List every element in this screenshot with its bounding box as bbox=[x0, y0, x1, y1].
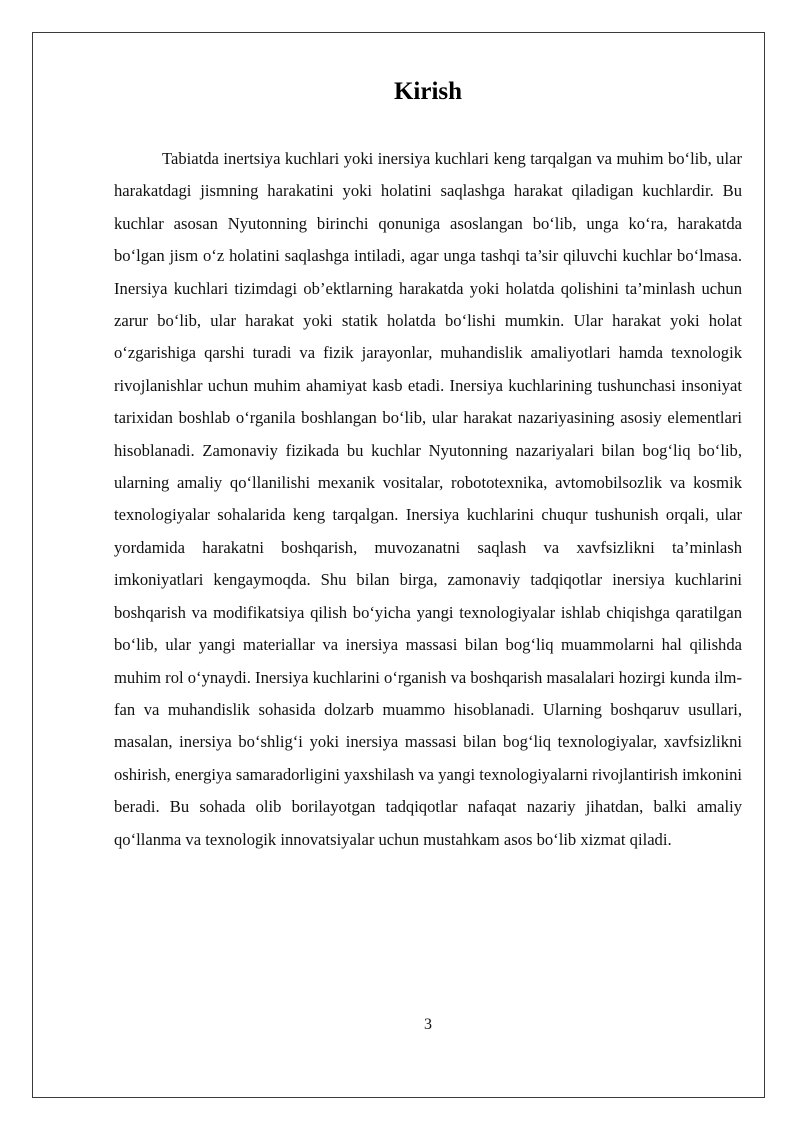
page-number: 3 bbox=[424, 1016, 432, 1033]
section-heading: Kirish bbox=[393, 78, 463, 105]
body-paragraph: Tabiatda inertsiya kuchlari yoki inersiya kuchlari keng tarqalgan va muhim bo‘lib, ular harakatdagi jismning harakatini yoki holatini saqlashga harakat qiladigan kuchlardir. Bu kuchlar asosan Nyutonning birinchi qonuniga asoslangan bo‘lib, unga ko‘ra, harakatda bo‘lgan jism o‘z holatini saqlashga intiladi, agar unga tashqi ta’sir qiluvchi kuchlar bo‘lmasa. Inersiya kuchlari tizimdagi ob’ektlarning harakatda yoki holatda qolishini ta’minlash uchun zarur bo‘lib, ular harakat yoki statik holatda bo‘lishi mumkin. Ular harakat yoki holat o‘zgarishiga qarshi turadi va fizik jarayonlar, muhandislik amaliyotlari hamda texnologik rivojlanishlar uchun muhim ahamiyat kasb etadi. Inersiya kuchlarining tushunchasi insoniyat tarixidan boshlab o‘rganila boshlangan bo‘lib, ular harakat nazariyasining asosiy elementlari hisoblanadi. Zamonaviy fizikada bu kuchlar Nyutonning nazariyalari bilan bog‘liq bo‘lib, ularning amaliy qo‘llanilishi mexanik vositalar, robototexnika, avtomobilsozlik va kosmik texnologiyalar sohalarida keng tarqalgan. Inersiya kuchlarini chuqur tushunish orqali, ular yordamida harakatni boshqarish, muvozanatni saqlash va xavfsizlikni ta’minlash imkoniyatlari kengaymoqda. Shu bilan birga, zamonaviy tadqiqotlar inersiya kuchlarini boshqarish va modifikatsiya qilish bo‘yicha yangi texnologiyalar ishlab chiqishga qaratilgan bo‘lib, ular yangi materiallar va inersiya massasi bilan bog‘liq muammolarni hal qilishda muhim rol o‘ynaydi. Inersiya kuchlarini o‘rganish va boshqarish masalalari hozirgi kunda ilm-fan va muhandislik sohasida dolzarb muammo hisoblanadi. Ularning boshqaruv usullari, masalan, inersiya bo‘shlig‘i yoki inersiya massasi bilan bog‘liq texnologiyalar, xavfsizlikni oshirish, energiya samaradorligini yaxshilash va yangi texnologiyalarni rivojlantirish imkonini beradi. Bu sohada olib borilayotgan tadqiqotlar nafaqat nazariy jihatdan, balki amaliy qo‘llanma va texnologik innovatsiyalar uchun mustahkam asos bo‘lib xizmat qiladi. bbox=[114, 149, 742, 849]
